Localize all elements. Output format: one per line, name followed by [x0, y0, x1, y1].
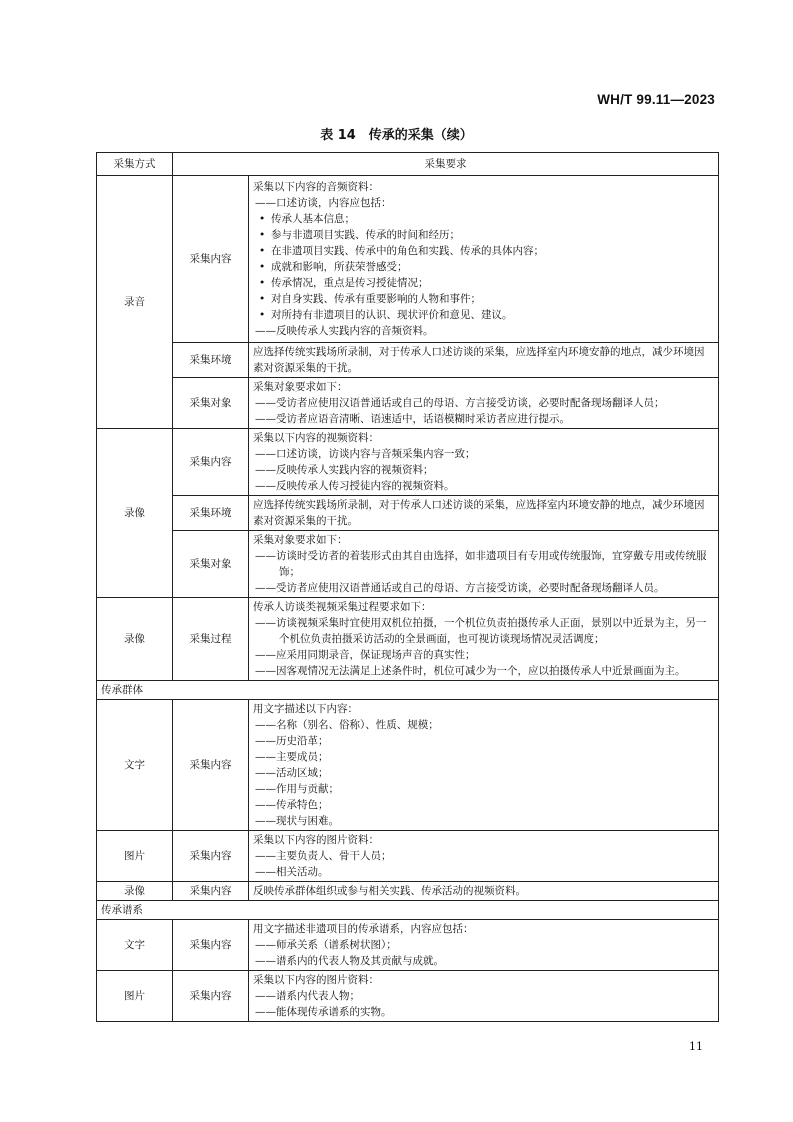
req-text: 应选择传统实践场所录制，对于传承人口述访谈的采集，应选择室内环境安静的地点，减少环境因素对资源采集的干扰。 — [253, 499, 705, 527]
bullet-item: • 传承人基本信息； — [253, 211, 714, 227]
item-cell: 采集内容 — [173, 700, 249, 831]
table-row — [97, 920, 719, 971]
table-row — [97, 700, 719, 831]
requirement-cell — [249, 882, 719, 901]
section-row — [97, 681, 719, 700]
bullet-item: • 对所持有非遗项目的认识、现状评价和意见、建议。 — [253, 307, 714, 323]
req-intro: 用文字描述非遗项目的传承谱系，内容应包括： — [253, 923, 474, 935]
header-method: 采集方式 — [97, 153, 173, 176]
req-text: 应选择传统实践场所录制，对于传承人口述访谈的采集，应选择室内环境安静的地点，减少环境因素对资源采集的干扰。 — [253, 346, 705, 374]
table-row — [97, 971, 719, 1022]
item-cell: 采集内容 — [173, 176, 249, 343]
req-line: ——能体现传承谱系的实物。 — [255, 1006, 392, 1018]
req-line: ——反映传承人实践内容的音频资料。 — [255, 325, 434, 337]
bullet-item: • 在非遗项目实践、传承中的角色和实践、传承的具体内容； — [253, 243, 714, 259]
collection-requirements-table — [96, 152, 719, 1022]
req-line: ——口述访谈，访谈内容与音频采集内容一致； — [255, 448, 476, 460]
item-cell: 采集过程 — [173, 598, 249, 681]
req-line: ——口述访谈，内容应包括： — [255, 197, 392, 209]
req-line: ——相关活动。 — [255, 866, 329, 878]
table-row — [97, 831, 719, 882]
bullet-item: • 对自身实践、传承有重要影响的人物和事件； — [253, 291, 714, 307]
req-intro: 采集对象要求如下： — [253, 534, 348, 546]
req-line: ——作用与贡献； — [255, 783, 339, 795]
req-intro: 用文字描述以下内容： — [253, 703, 358, 715]
header-requirements: 采集要求 — [173, 153, 719, 176]
section-row — [97, 901, 719, 920]
table-row — [97, 176, 719, 343]
requirement-cell — [249, 598, 719, 681]
requirement-cell — [249, 531, 719, 598]
method-cell: 图片 — [97, 971, 173, 1022]
requirement-cell — [249, 343, 719, 378]
method-cell: 图片 — [97, 831, 173, 882]
table-row — [97, 496, 719, 531]
item-cell: 采集内容 — [173, 831, 249, 882]
req-intro: 采集以下内容的图片资料： — [253, 974, 379, 986]
table-row — [97, 343, 719, 378]
section-title-lineage: 传承谱系 — [97, 901, 719, 920]
req-line: ——应采用同期录音，保证现场声音的真实性； — [255, 649, 476, 661]
table-header-row — [97, 153, 719, 176]
req-line: ——受访者应使用汉语普通话或自己的母语、方言接受访谈，必要时配备现场翻译人员； — [255, 397, 665, 409]
item-cell: 采集内容 — [173, 429, 249, 496]
req-text: 反映传承群体组织或参与相关实践、传承活动的视频资料。 — [253, 885, 526, 897]
bullet-item: • 成就和影响，所获荣誉感受； — [253, 259, 714, 275]
requirement-cell — [249, 831, 719, 882]
req-line: ——访谈时受访者的着装形式由其自由选择，如非遗项目有专用或传统服饰，宜穿戴专用或传统服饰； — [255, 550, 707, 578]
standard-code: WH/T 99.11—2023 — [597, 92, 715, 107]
req-line: ——反映传承人实践内容的视频资料； — [255, 464, 434, 476]
item-cell: 采集对象 — [173, 531, 249, 598]
method-cell: 文字 — [97, 700, 173, 831]
req-line: ——谱系内的代表人物及其贡献与成就。 — [255, 955, 444, 967]
req-line: ——因客观情况无法满足上述条件时，机位可减少为一个，应以拍摄传承人中近景画面为主。 — [255, 665, 686, 677]
page-number: 11 — [689, 1040, 703, 1053]
req-line: ——受访者应语音清晰、语速适中，话语模糊时采访者应进行提示。 — [255, 413, 570, 425]
req-line: ——主要负责人、骨干人员； — [255, 850, 392, 862]
req-intro: 传承人访谈类视频采集过程要求如下： — [253, 601, 432, 613]
req-line: ——历史沿革； — [255, 735, 329, 747]
table-row — [97, 882, 719, 901]
method-cell: 录像 — [97, 882, 173, 901]
req-intro: 采集以下内容的视频资料： — [253, 432, 379, 444]
req-line: ——主要成员； — [255, 751, 329, 763]
req-intro: 采集以下内容的图片资料： — [253, 834, 379, 846]
item-cell: 采集内容 — [173, 920, 249, 971]
item-cell: 采集环境 — [173, 343, 249, 378]
bullet-item: • 传承情况，重点是传习授徒情况； — [253, 275, 714, 291]
table-row — [97, 598, 719, 681]
item-cell: 采集内容 — [173, 971, 249, 1022]
requirement-cell — [249, 176, 719, 343]
requirement-cell — [249, 378, 719, 429]
req-line: ——现状与困难。 — [255, 815, 339, 827]
req-intro: 采集以下内容的音频资料： — [253, 181, 379, 193]
requirement-cell — [249, 920, 719, 971]
req-line: ——活动区域； — [255, 767, 329, 779]
req-line: ——受访者应使用汉语普通话或自己的母语、方言接受访谈，必要时配备现场翻译人员。 — [255, 582, 665, 594]
method-cell: 录像 — [97, 429, 173, 598]
item-cell: 采集环境 — [173, 496, 249, 531]
table-title: 表 14 传承的采集（续） — [320, 128, 473, 143]
bullet-item: • 参与非遗项目实践、传承的时间和经历； — [253, 227, 714, 243]
method-cell: 录像 — [97, 598, 173, 681]
item-cell: 采集内容 — [173, 882, 249, 901]
req-intro: 采集对象要求如下： — [253, 381, 348, 393]
req-line: ——师承关系（谱系树状图）； — [255, 939, 397, 951]
section-title-group: 传承群体 — [97, 681, 719, 700]
req-line: ——反映传承人传习授徒内容的视频资料。 — [255, 480, 455, 492]
req-line: ——访谈视频采集时宜使用双机位拍摄，一个机位负责拍摄传承人正面，景别以中近景为主，另一个机位负责拍摄采访活动的全景画面，也可视访谈现场情况灵活调度； — [255, 617, 707, 645]
item-cell: 采集对象 — [173, 378, 249, 429]
requirement-cell — [249, 496, 719, 531]
req-line: ——传承特色； — [255, 799, 329, 811]
table-row — [97, 378, 719, 429]
requirement-cell — [249, 700, 719, 831]
table-row — [97, 429, 719, 496]
req-line: ——名称（别名、俗称）、性质、规模； — [255, 719, 439, 731]
method-cell: 录音 — [97, 176, 173, 429]
table-row — [97, 531, 719, 598]
requirement-cell — [249, 429, 719, 496]
requirement-cell — [249, 971, 719, 1022]
req-line: ——谱系内代表人物； — [255, 990, 360, 1002]
method-cell: 文字 — [97, 920, 173, 971]
